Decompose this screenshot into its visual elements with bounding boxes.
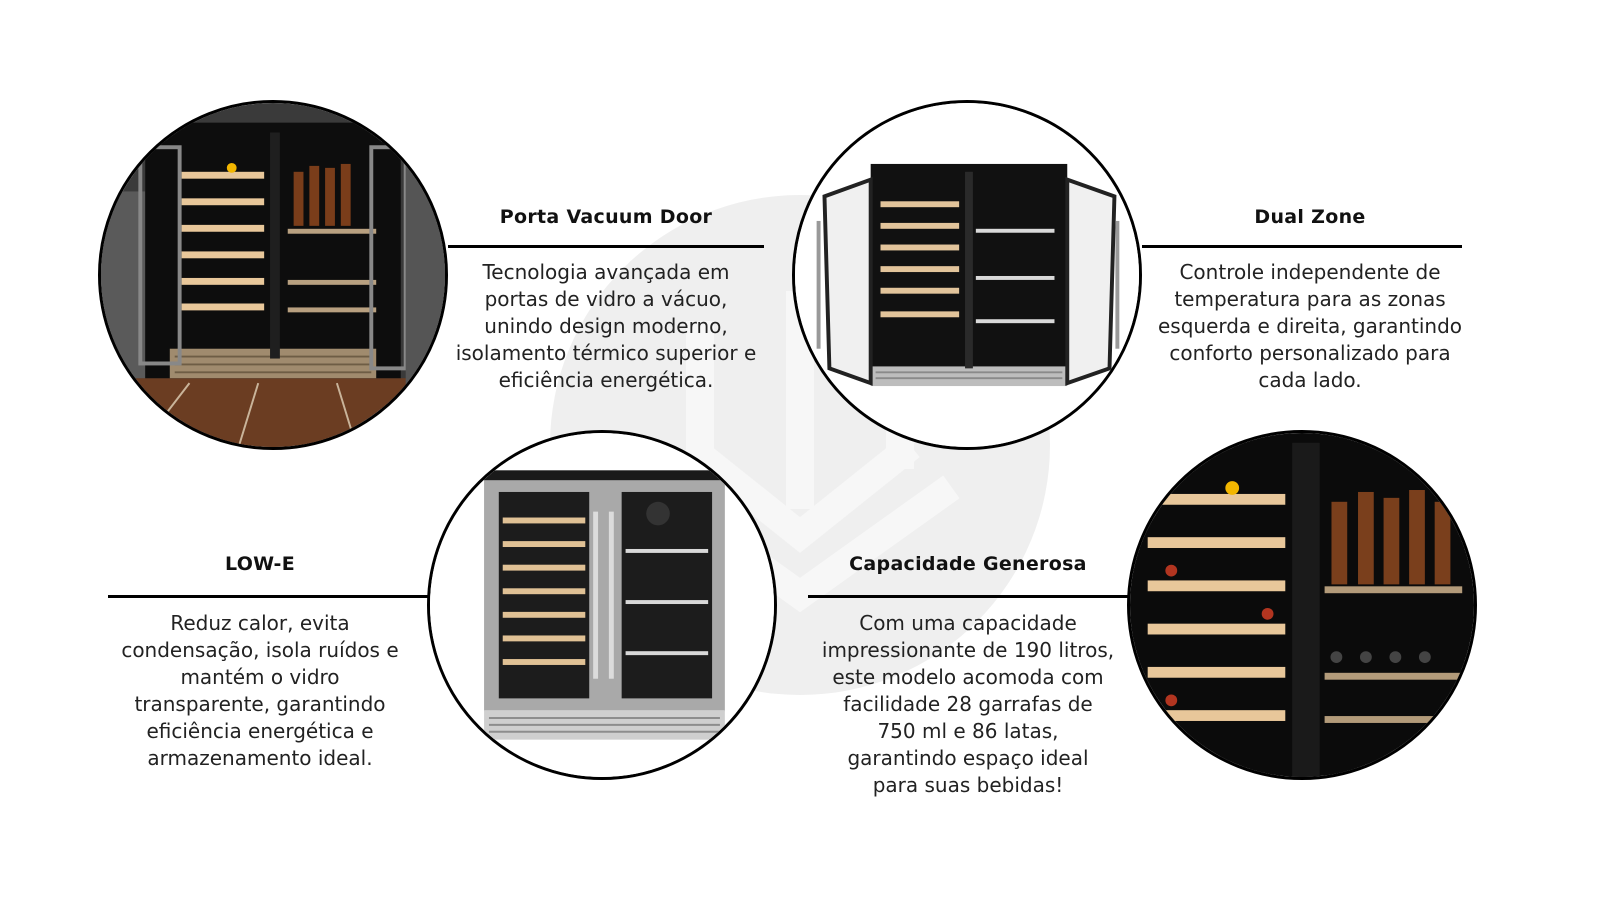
description-line: para suas bebidas! [872, 773, 1064, 797]
description-line: armazenamento ideal. [147, 746, 373, 770]
dual-zone-description [1150, 259, 1470, 394]
description-line: eficiência energética e [146, 719, 374, 743]
vacuum-door-photo [98, 100, 448, 450]
description-line: esquerda e direita, garantindo [1157, 314, 1463, 338]
description-line: cada lado. [1258, 368, 1362, 392]
dual-zone-title: Dual Zone [1254, 206, 1366, 228]
description-line: Com uma capacidade [859, 611, 1077, 635]
description-line: transparente, garantindo [134, 692, 386, 716]
description-line: eficiência energética. [498, 368, 714, 392]
capacity-title: Capacidade Generosa [849, 553, 1087, 575]
description-line: garantindo espaço ideal [847, 746, 1089, 770]
description-line: facilidade 28 garrafas de [843, 692, 1093, 716]
low-e-photo [427, 430, 777, 780]
description-line: impressionante de 190 litros, [821, 638, 1115, 662]
description-line: isolamento térmico superior e [455, 341, 757, 365]
vacuum-door-description [448, 259, 764, 394]
low-e-title: LOW-E [224, 553, 296, 575]
capacity-divider [808, 595, 1128, 598]
low-e-description [100, 610, 420, 772]
description-line: Controle independente de [1179, 260, 1441, 284]
dual-zone-divider [1142, 245, 1462, 248]
description-line: portas de vidro a vácuo, [484, 287, 728, 311]
description-line: 750 ml e 86 latas, [877, 719, 1059, 743]
description-line: Tecnologia avançada em [482, 260, 730, 284]
capacity-description [808, 610, 1128, 799]
description-line: condensação, isola ruídos e [121, 638, 399, 662]
low-e-divider [108, 595, 428, 598]
description-line: unindo design moderno, [484, 314, 728, 338]
capacity-photo [1127, 430, 1477, 780]
description-line: conforto personalizado para [1169, 341, 1451, 365]
vacuum-door-divider [448, 245, 764, 248]
dual-zone-photo [792, 100, 1142, 450]
vacuum-door-title: Porta Vacuum Door [499, 206, 713, 228]
description-line: Reduz calor, evita [170, 611, 350, 635]
description-line: temperatura para as zonas [1174, 287, 1446, 311]
description-line: mantém o vidro [180, 665, 340, 689]
description-line: este modelo acomoda com [832, 665, 1104, 689]
